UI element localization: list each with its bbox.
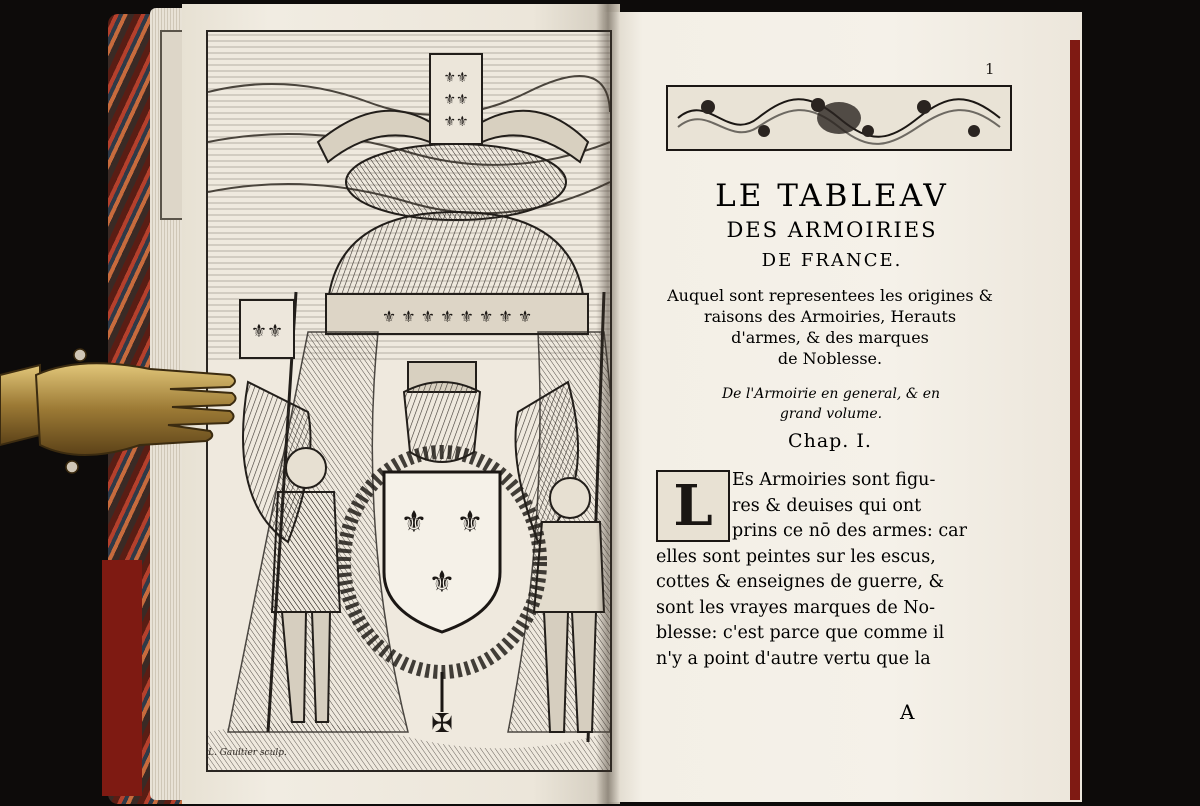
title-line-1: LE TABLEAV	[715, 178, 949, 214]
subtitle-line: de Noblesse.	[777, 349, 883, 368]
subtitle-line: Auquel sont representees les origines &	[667, 286, 993, 305]
drop-cap-letter: L	[673, 473, 713, 539]
svg-text:⚜: ⚜	[428, 565, 456, 600]
subtitle-line: raisons des Armoiries, Herauts	[703, 307, 957, 326]
svg-text:⚜⚜: ⚜⚜	[250, 321, 284, 342]
body-line: blesse: c'est parce que comme il	[656, 623, 945, 643]
red-cover-edge	[1070, 40, 1080, 800]
svg-text:⚜ ⚜ ⚜ ⚜ ⚜ ⚜ ⚜ ⚜: ⚜ ⚜ ⚜ ⚜ ⚜ ⚜ ⚜ ⚜	[381, 307, 533, 326]
section-heading-line: De l'Armoirie en general, & en	[721, 386, 941, 402]
section-heading	[656, 384, 1006, 424]
chapter-heading: Chap. I.	[788, 430, 872, 452]
body-line: Es Armoiries sont figu-	[732, 470, 936, 490]
svg-text:✠: ✠	[431, 709, 453, 739]
svg-text:⚜: ⚜	[400, 505, 428, 540]
svg-text:⚜⚜: ⚜⚜	[443, 114, 469, 130]
svg-text:⚜⚜: ⚜⚜	[443, 92, 469, 108]
subtitle	[655, 285, 1005, 369]
catchword: A	[900, 700, 915, 724]
book-gutter-shadow	[596, 4, 620, 804]
body-text	[656, 468, 1001, 672]
svg-text:⚜⚜: ⚜⚜	[443, 70, 469, 86]
body-line: prins ce nō des armes: car	[732, 521, 967, 541]
ornamental-headpiece	[666, 85, 1012, 151]
frontispiece-engraving	[206, 30, 612, 772]
brass-hand-clip	[0, 345, 240, 480]
body-line: sont les vrayes marques de No-	[656, 597, 936, 618]
body-line: cottes & enseignes de guerre, &	[656, 572, 945, 592]
title-line-3: DE FRANCE.	[761, 250, 903, 271]
body-line: n'y a point d'autre vertu que la	[656, 648, 931, 669]
subtitle-line: d'armes, & des marques	[731, 328, 929, 347]
page-number: 1	[985, 60, 995, 78]
body-line: elles sont peintes sur les escus,	[656, 546, 936, 567]
body-line: res & deuises qui ont	[732, 495, 922, 516]
title-line-2: DES ARMOIRIES	[726, 218, 938, 242]
red-leather-spine	[102, 560, 142, 796]
section-heading-line: grand volume.	[779, 406, 883, 422]
svg-text:⚜: ⚜	[456, 505, 484, 540]
engraver-signature: L. Gaultier sculp.	[208, 748, 287, 758]
